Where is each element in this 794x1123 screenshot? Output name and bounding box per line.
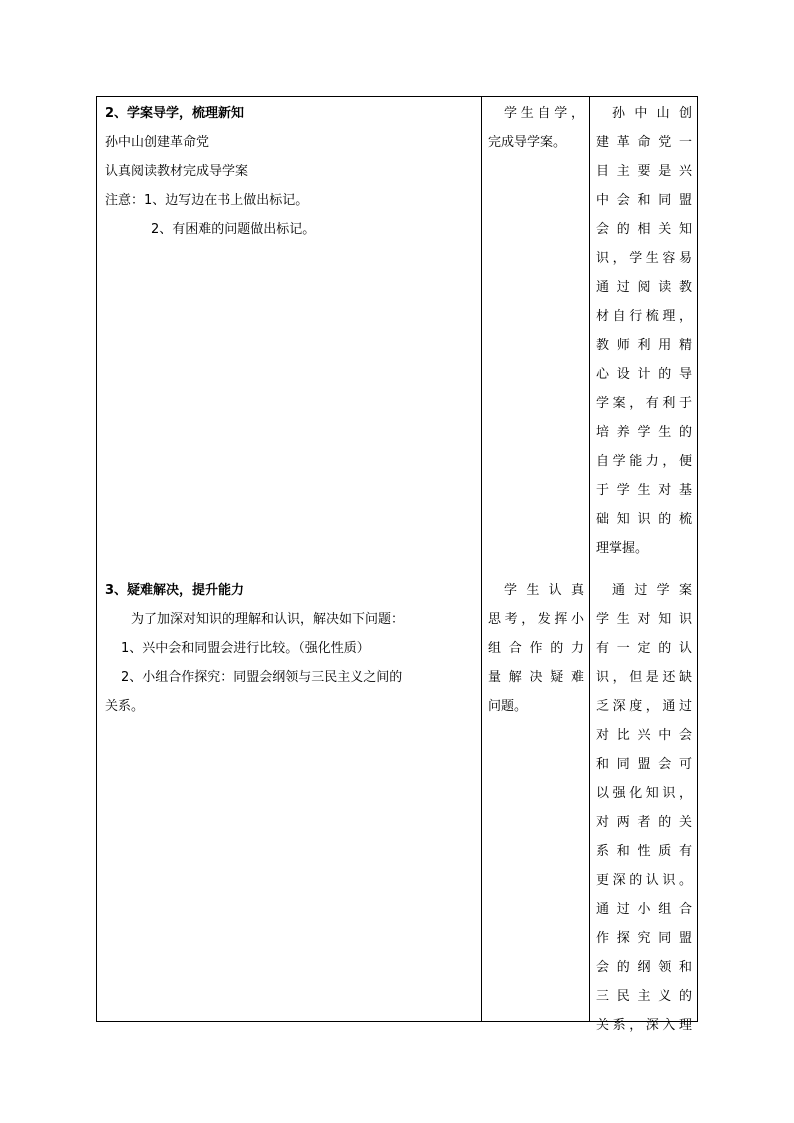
text-line: 关系。 — [105, 699, 145, 714]
text-line: 2、有困难的问题做出标记。 — [151, 222, 316, 237]
text-line: 通过小组合 — [596, 902, 692, 917]
text-line: 学生认真 — [504, 583, 584, 598]
text-line: 识，学生容易 — [596, 251, 692, 266]
column-divider — [481, 97, 482, 1021]
text-line: 注意：1、边写边在书上做出标记。 — [105, 193, 309, 208]
text-line: 心设计的导 — [596, 367, 692, 382]
teaching-process-section-2 — [105, 99, 475, 244]
text-line: 通过学案 — [612, 583, 692, 598]
text-line: 目主要是兴 — [596, 164, 692, 179]
text-line: 自学能力，便 — [596, 454, 692, 469]
text-line: 培养学生的 — [596, 425, 692, 440]
text-line: 建革命党一 — [596, 135, 692, 150]
text-line: 理掌握。 — [596, 541, 649, 556]
text-line: 础知识的梳 — [596, 512, 692, 527]
text-line: 2、小组合作探究：同盟会纲领与三民主义之间的 — [121, 670, 403, 685]
lesson-plan-table — [96, 96, 698, 1033]
text-line: 通过阅读教 — [596, 280, 692, 295]
text-line: 为了加深对知识的理解和认识，解决如下问题： — [131, 612, 405, 627]
text-line: 组合作的力 — [488, 641, 584, 656]
text-line: 作探究同盟 — [596, 931, 692, 946]
text-line: 思考，发挥小 — [488, 612, 584, 627]
text-line: 识，但是还缺 — [596, 670, 692, 685]
section-heading: 2、学案导学，梳理新知 — [105, 106, 245, 121]
text-line: 系和性质有 — [596, 844, 692, 859]
text-line: 关系，深入理 — [596, 1018, 692, 1033]
text-line: 中会和同盟 — [596, 193, 692, 208]
text-line: 对两者的关 — [596, 815, 692, 830]
text-line: 量解决疑难 — [488, 670, 584, 685]
text-line: 问题。 — [488, 699, 528, 714]
text-line: 1、兴中会和同盟会进行比较。（强化性质） — [121, 641, 370, 656]
text-line: 三民主义的 — [596, 989, 692, 1004]
text-line: 学生对知识 — [596, 612, 692, 627]
text-line: 和同盟会可 — [596, 757, 692, 772]
text-line: 乏深度，通过 — [596, 699, 692, 714]
text-line: 孙中山创建革命党 — [105, 135, 210, 150]
text-line: 更深的认识。 — [596, 873, 692, 888]
column-divider — [589, 97, 590, 1021]
text-line: 认真阅读教材完成导学案 — [105, 164, 249, 179]
teaching-process-section-3 — [105, 576, 475, 721]
text-line: 以强化知识， — [596, 786, 692, 801]
text-line: 于学生对基 — [596, 483, 692, 498]
text-line: 学案，有利于 — [596, 396, 692, 411]
design-intent-section-2 — [596, 99, 692, 563]
text-line: 材自行梳理， — [596, 309, 692, 324]
design-intent-section-3 — [596, 576, 692, 1040]
text-line: 会的纲领和 — [596, 960, 692, 975]
text-line: 有一定的认 — [596, 641, 692, 656]
student-activity-section-2 — [488, 99, 584, 157]
text-line: 对比兴中会 — [596, 728, 692, 743]
student-activity-section-3 — [488, 576, 584, 721]
section-heading: 3、疑难解决，提升能力 — [105, 583, 245, 598]
text-line: 学生自学， — [504, 106, 584, 121]
text-line: 孙中山创 — [612, 106, 692, 121]
text-line: 教师利用精 — [596, 338, 692, 353]
text-line: 完成导学案。 — [488, 135, 567, 150]
text-line: 会的相关知 — [596, 222, 692, 237]
